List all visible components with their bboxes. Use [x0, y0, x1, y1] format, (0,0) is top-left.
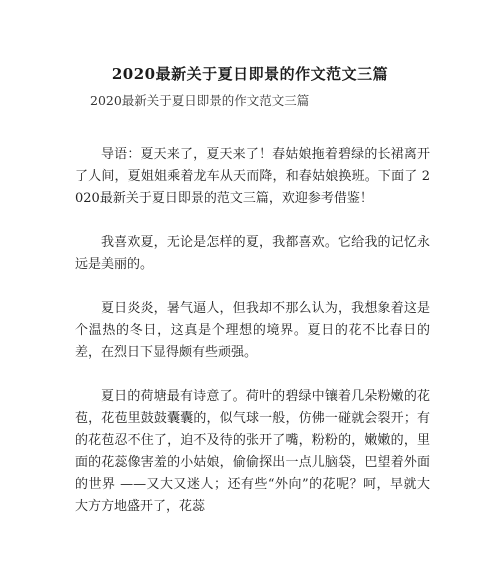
paragraph-3: 夏日炎炎，暑气逼人，但我却不那么认为，我想象着这是个温热的冬日，这真是个理想的境界。夏日的花不比春日的差，在烈日下显得颇有些顽强。 [75, 301, 430, 360]
paragraph-4: 夏日的荷塘最有诗意了。荷叶的碧绿中镶着几朵粉嫩的花苞，花苞里鼓鼓囊囊的，似气球一般，仿佛一碰就会裂开；有的花苞忍不住了，迫不及待的张开了嘴，粉粉的，嫩嫩的，里面的花蕊像害羞的小姑娘，偷偷探出一点儿脑袋，巴望着外面的世界 ——又大又迷人；还有些“外向”的花呢？呵，早就大大方方地盛开了，花蕊 [75, 389, 430, 514]
document-body [75, 144, 430, 540]
document-subtitle: 2020最新关于夏日即景的作文范文三篇 [90, 93, 310, 108]
paragraph-2: 我喜欢夏，无论是怎样的夏，我都喜欢。它给我的记忆永远是美丽的。 [75, 235, 430, 272]
document-title: 2020最新关于夏日即景的作文范文三篇 [111, 65, 389, 83]
paragraph-intro: 导语：夏天来了，夏天来了！春姑娘拖着碧绿的长裙离开了人间，夏姐姐乘着龙车从天而降，和春姑娘换班。下面了 2020最新关于夏日即景的范文三篇，欢迎参考借鉴！ [75, 147, 430, 206]
